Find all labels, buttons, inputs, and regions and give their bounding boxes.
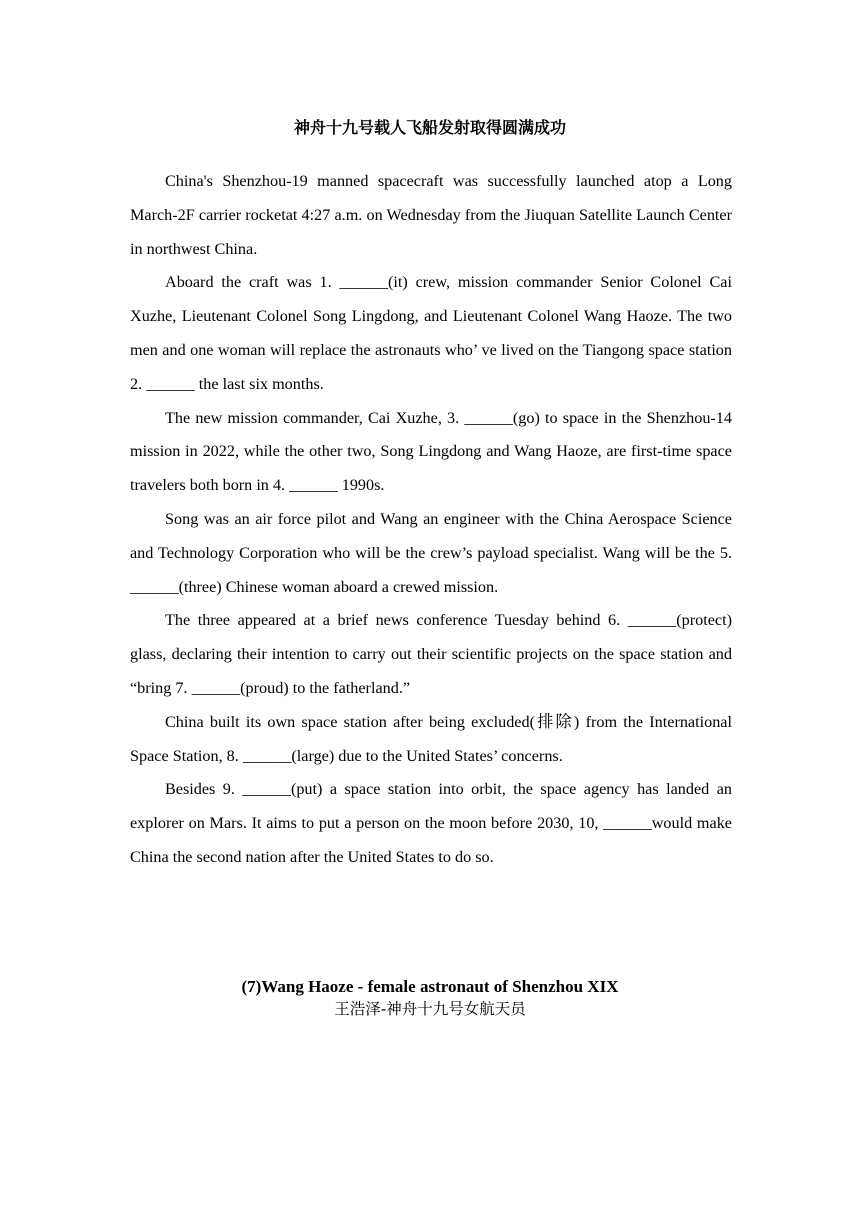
document-title: 神舟十九号载人飞船发射取得圆满成功 — [293, 118, 566, 137]
paragraph-moon-plan: Besides 9. ______(put) a space station into orbit, the space agency has landed an explorer on Mars. It aims to put a person on the moon before 2030, 10, ______would make China the second nation after the United States to do so. — [130, 780, 732, 866]
paragraph-song-wang: Song was an air force pilot and Wang an engineer with the China Aerospace Science and Technology Corporation who will be the crew’s payload specialist. Wang will be the 5. ______(three) Chinese woman aboard a crewed mission. — [130, 509, 732, 596]
photo-caption — [0, 975, 860, 1021]
paragraph-commander: The new mission commander, Cai Xuzhe, 3. ______(go) to space in the Shenzhou-14 mission in 2022, while the other two, Song Lingdong and Wang Haoze, are first-time space travelers both born in 4. ______ 1990s. — [130, 408, 732, 495]
paragraph-news-conference: The three appeared at a brief news conference Tuesday behind 6. ______(protect) glass, declaring their intention to carry out their scientific projects on the space station and “bring 7. ______(proud) to the fatherland.” — [130, 611, 732, 697]
paragraph-launch: China's Shenzhou-19 manned spacecraft was successfully launched atop a Long March-2F carrier rocketat 4:27 a.m. on Wednesday from the Jiuquan Satellite Launch Center in northwest China. — [130, 172, 732, 258]
paragraph-crew: Aboard the craft was 1. ______(it) crew, mission commander Senior Colonel Cai Xuzhe, Lieutenant Colonel Song Lingdong, and Lieutenant Colonel Wang Haoze. The two men and one woman will replace the astronauts who’ ve lived on the Tiangong space station 2. ______ the last six months. — [130, 273, 732, 393]
caption-english: (7)Wang Haoze - female astronaut of Shenzhou XIX — [241, 977, 619, 996]
article-body — [130, 165, 732, 875]
caption-chinese: 王浩泽-神舟十九号女航天员 — [334, 1000, 526, 1018]
paragraph-space-station: China built its own space station after being excluded(排除) from the International Space Station, 8. ______(large) due to the United States’ concerns. — [130, 712, 732, 765]
